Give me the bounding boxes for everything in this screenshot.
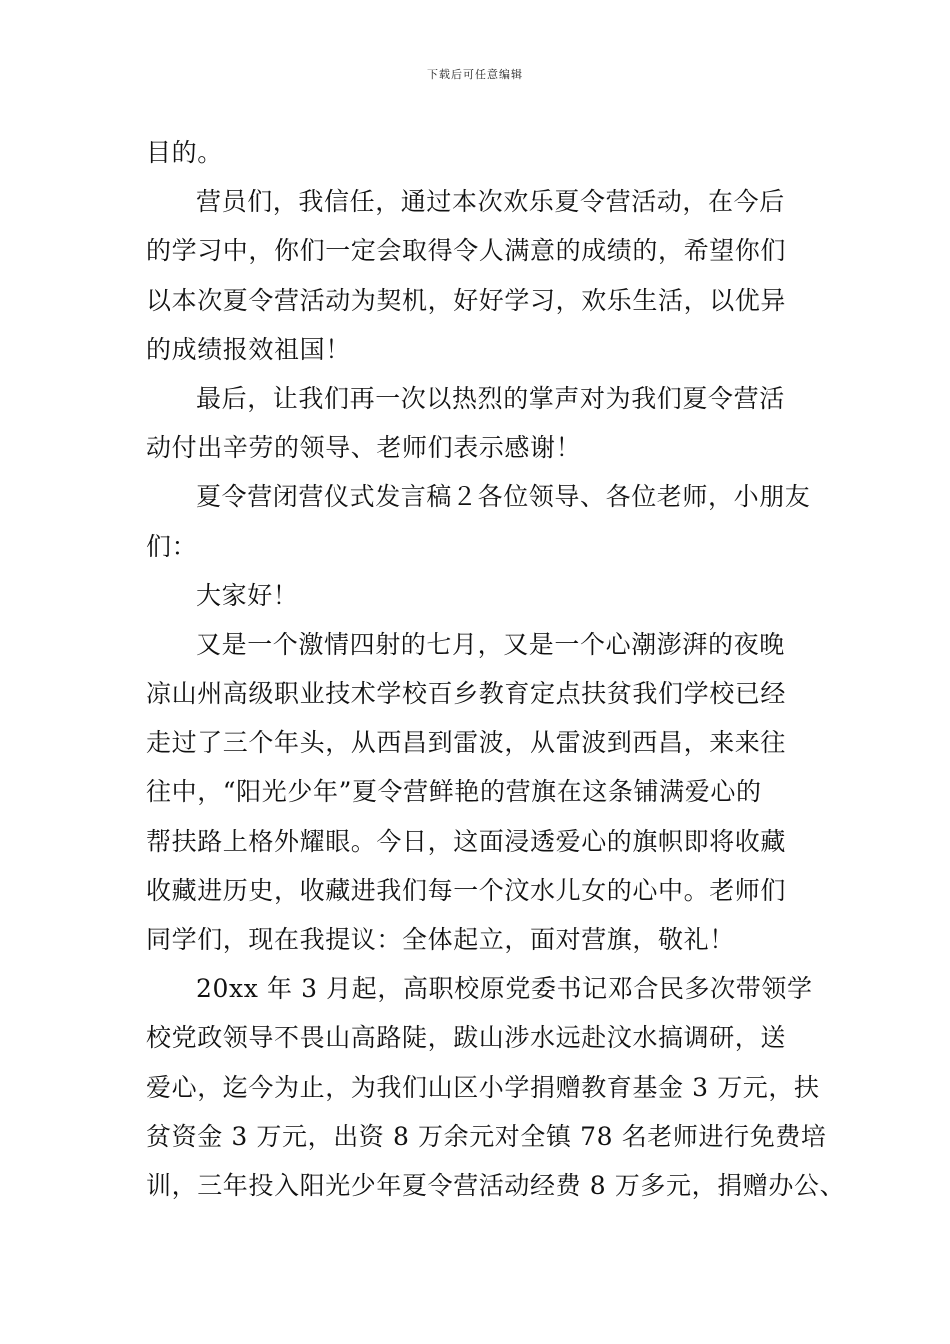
text-line: 营员们，我信任，通过本次欢乐夏令营活动，在今后 (196, 187, 785, 217)
text-line: 贫资金 3 万元，出资 8 万余元对全镇 78 名老师进行免费培 (146, 1121, 827, 1151)
text-line: 爱心，迄今为止，为我们山区小学捐赠教育基金 3 万元，扶 (146, 1072, 820, 1102)
text-line: 的成绩报效祖国！ (146, 334, 351, 364)
text-line: 走过了三个年头，从西昌到雷波，从雷波到西昌，来来往 (146, 728, 787, 758)
text-line: 同学们，现在我提议：全体起立，面对营旗，敬礼！ (146, 925, 735, 954)
text-line: 帮扶路上格外耀眼。今日，这面浸透爱心的旗帜即将收藏 (146, 826, 787, 856)
text-line: 大家好！ (196, 580, 299, 610)
text-line: 校党政领导不畏山高路陡，跋山涉水远赴汶水搞调研，送 (146, 1023, 787, 1053)
document-body (146, 128, 846, 1210)
text-line: 的学习中，你们一定会取得令人满意的成绩的，希望你们 (146, 236, 787, 266)
text-line: 目的。 (146, 138, 223, 167)
text-line: 夏令营闭营仪式发言稿２各位领导、各位老师，小朋友 (196, 482, 811, 512)
text-line: 训，三年投入阳光少年夏令营活动经费 8 万多元，捐赠办公、 (146, 1170, 846, 1200)
text-line: 凉山州高级职业技术学校百乡教育定点扶贫我们学校已经 (146, 679, 787, 709)
text-line: 20xx 年 3 月起，高职校原党委书记邓合民多次带领学 (196, 974, 813, 1004)
text-line: 最后，让我们再一次以热烈的掌声对为我们夏令营活 (196, 383, 785, 413)
text-line: 又是一个激情四射的七月，又是一个心潮澎湃的夜晚 (196, 629, 785, 659)
text-line: 们： (146, 531, 198, 561)
text-line: 动付出辛劳的领导、老师们表示感谢！ (146, 433, 582, 463)
page-header-note: 下载后可任意编辑 (427, 68, 523, 81)
text-line: 收藏进历史，收藏进我们每一个汶水儿女的心中。老师们 (146, 875, 787, 905)
text-line: 以本次夏令营活动为契机，好好学习，欢乐生活，以优异 (146, 285, 787, 315)
text-line: 往中，“阳光少年”夏令营鲜艳的营旗在这条铺满爱心的 (146, 777, 762, 807)
